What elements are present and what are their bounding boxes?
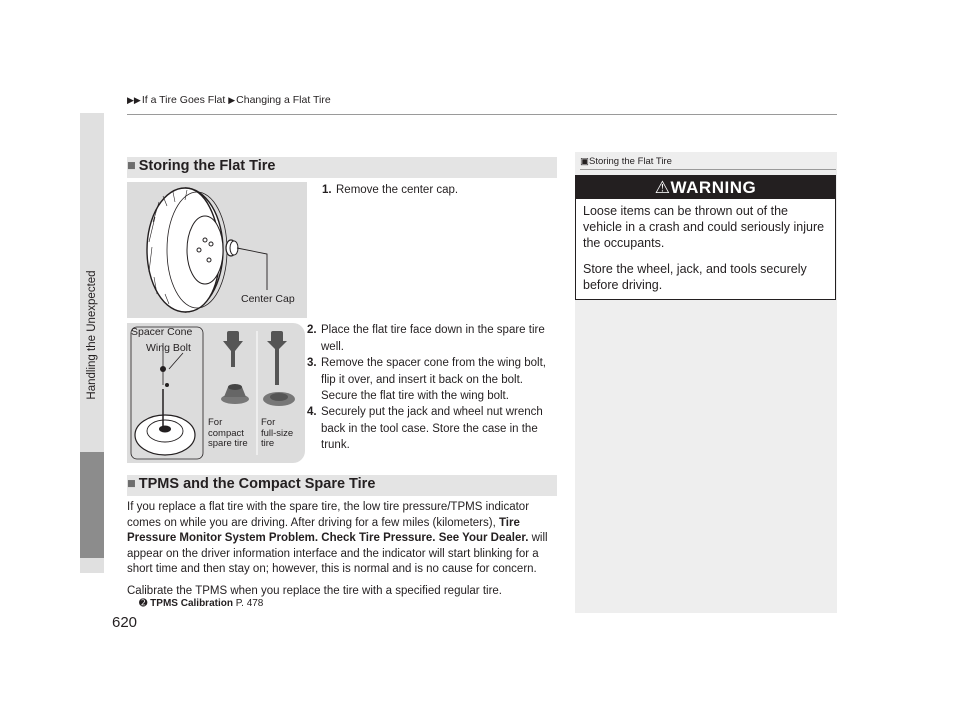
warning-text: Loose items can be thrown out of the vehicle in a crash and could seriously injure the occupants. bbox=[583, 204, 825, 250]
reference-arrow-icon: ➋ bbox=[139, 598, 151, 609]
page-number: 620 bbox=[112, 614, 138, 631]
sidebar-rule bbox=[580, 169, 836, 170]
header-rule bbox=[127, 114, 837, 115]
note-marker-icon: ▣ bbox=[580, 156, 589, 167]
breadcrumb bbox=[127, 94, 331, 106]
step-item: 3. Remove the spacer cone from the wing bolt, flip it over, and insert it back on the bolt. Secure the flat tire with the wing bolt. bbox=[307, 357, 547, 402]
square-bullet-icon: ■ bbox=[127, 158, 136, 174]
tpms-paragraph: If you replace a flat tire with the spare tire, the low tire pressure/TPMS indicator comes on while you are driving. After driving for a few miles (kilometers), Tire Pressure Monitor System Problem. Check Tire Pressure. See Your Dealer. will appear on the driver information interface and the indicator will start blinking for a short time and then stay on; however, this is normal and is no cause for concern. bbox=[127, 501, 548, 575]
section-title: ■ TPMS and the Compact Spare Tire bbox=[127, 476, 376, 492]
breadcrumb-item[interactable]: If a Tire Goes Flat bbox=[141, 94, 226, 106]
cross-reference-link[interactable]: ➋ TPMS Calibration P. 478 bbox=[139, 598, 264, 609]
warning-header: ⚠WARNING bbox=[576, 176, 835, 199]
breadcrumb-arrow-icon: ▶▶ bbox=[127, 95, 141, 105]
callout-full-size: For full-size tire bbox=[261, 417, 294, 449]
step-item: 1. Remove the center cap. bbox=[322, 184, 459, 196]
chapter-tab[interactable] bbox=[80, 452, 104, 558]
callout-spacer-cone: Spacer Cone bbox=[131, 326, 193, 338]
step-item: 4. Securely put the jack and wheel nut wrench back in the tool case. Store the case in the trunk. bbox=[307, 406, 543, 451]
calibrate-paragraph: Calibrate the TPMS when you replace the tire with a specified regular tire. bbox=[127, 585, 503, 597]
section-title: ■ Storing the Flat Tire bbox=[127, 158, 276, 174]
callout-center-cap: Center Cap bbox=[241, 293, 295, 305]
step-item: 2. Place the flat tire face down in the spare tire well. bbox=[307, 324, 545, 353]
warning-text: Store the wheel, jack, and tools securely before driving. bbox=[583, 262, 807, 292]
breadcrumb-item[interactable]: Changing a Flat Tire bbox=[236, 94, 331, 106]
callout-wing-bolt: Wing Bolt bbox=[146, 342, 191, 354]
chapter-label: Handling the Unexpected bbox=[86, 270, 98, 400]
square-bullet-icon: ■ bbox=[127, 476, 136, 492]
breadcrumb-arrow-icon: ▶ bbox=[228, 95, 236, 105]
warning-triangle-icon: ⚠ bbox=[654, 178, 671, 197]
sidebar-heading: ▣Storing the Flat Tire bbox=[580, 156, 672, 167]
callout-compact-spare: For compact spare tire bbox=[208, 417, 248, 449]
